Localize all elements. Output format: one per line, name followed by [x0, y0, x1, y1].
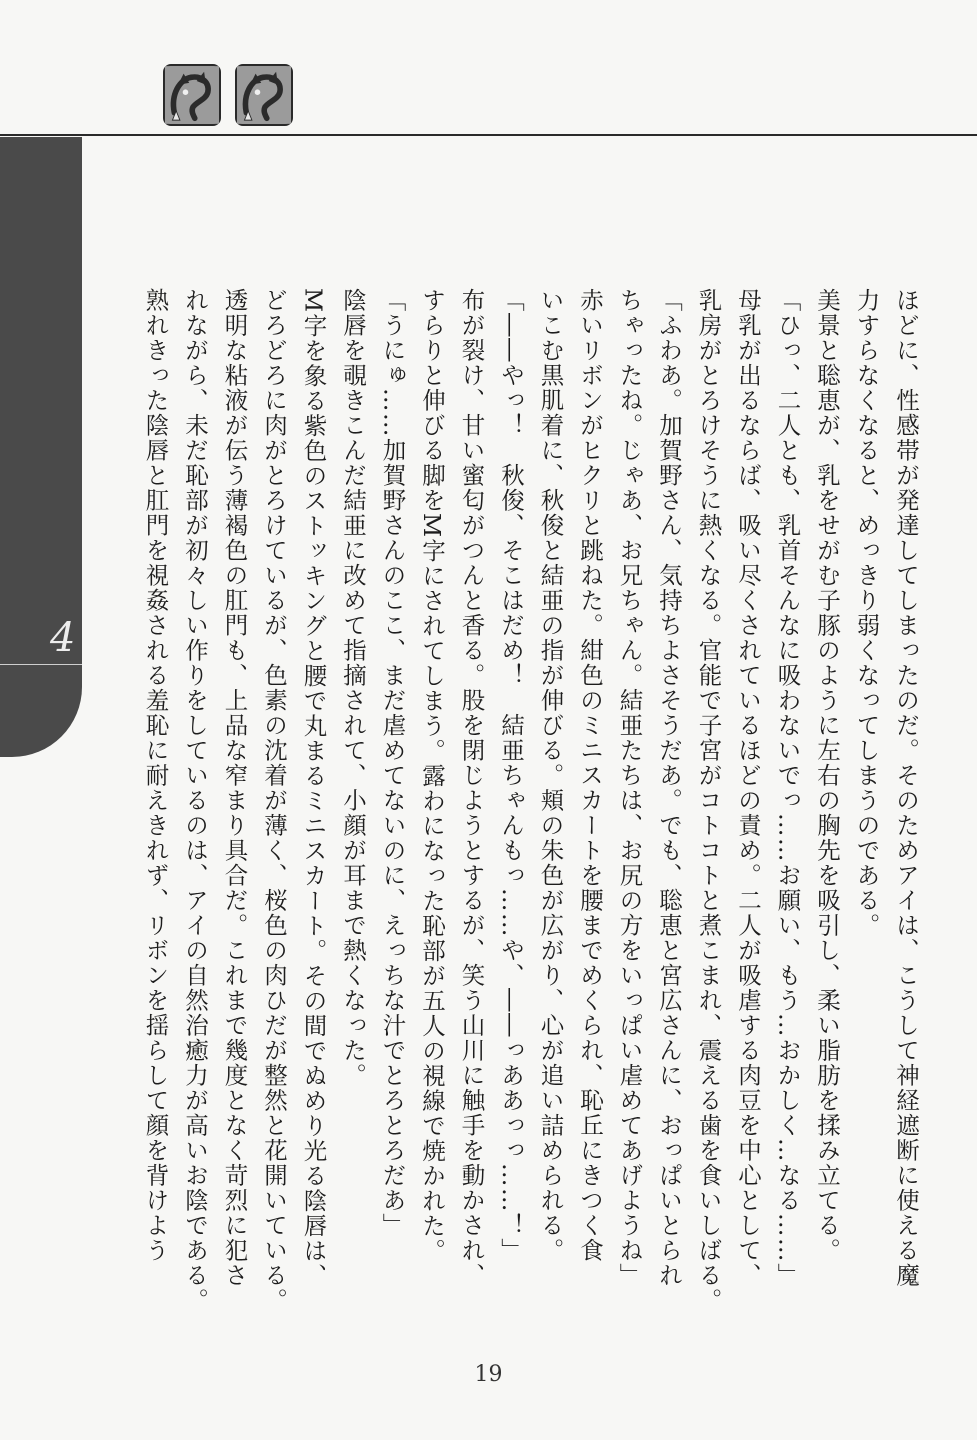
text-line: 「ひっ、二人とも、乳首そんなに吸わないでっ……お願い、もう…おかしく…なる……」 [773, 288, 802, 1288]
text-line: ほどに、性感帯が発達してしまったのだ。そのためアイは、こうして神経遮断に使える魔 [892, 288, 920, 1288]
text-line: 母乳が出るならば、吸い尽くされているほどの責め。二人が吸虐する肉豆を中心として、 [734, 288, 762, 1288]
text-line: 力すらなくなると、めっきり弱くなってしまうのである。 [852, 288, 881, 938]
text-line: 陰唇を覗きこんだ結亜に改めて指摘されて、小顔が耳まで熱くなった。 [339, 288, 367, 1088]
text-line: 赤いリボンがヒクリと跳ねた。紺色のミニスカートを腰までめくられ、恥丘にきつく食 [576, 288, 604, 1263]
text-line: れながら、未だ恥部が初々しい作りをしているのは、アイの自然治癒力が高いお陰である。 [181, 288, 209, 1313]
chapter-tab-rule [0, 664, 82, 665]
text-line: 透明な粘液が伝う薄褐色の肛門も、上品な窄まり具合だ。これまで幾度となく苛烈に犯さ [220, 288, 249, 1288]
vertical-body-text [141, 288, 925, 1318]
page-number: 19 [474, 1362, 503, 1387]
chapter-number: 4 [50, 615, 76, 661]
text-line: 熟れきった陰唇と肛門を視姦される羞恥に耐えきれず、リボンを揺らして顔を背けよう [141, 288, 170, 1263]
text-line: すらりと伸びる脚をM字にされてしまう。露わになった恥部が五人の視線で焼かれた。 [418, 288, 446, 1264]
text-line: 「――やっ！ 秋俊、そこはだめ！ 結亜ちゃんもっ……や、――っああっっ……！」 [497, 288, 525, 1263]
text-line: 布が裂け、甘い蜜匂がつんと香る。股を閉じようとするが、笑う山川に触手を動かされ、 [457, 288, 486, 1288]
text-line: 美景と聡恵が、乳をせがむ子豚のように左右の胸先を吸引し、柔い脂肪を揉み立てる。 [813, 288, 841, 1263]
text-line: M字を象る紫色のストッキングと腰で丸まるミニスカート。その間でぬめり光る陰唇は、 [299, 288, 328, 1289]
fox-question-icon-graphic [237, 66, 291, 124]
text-line: 「うにゅ……加賀野さんのここ、まだ虐めてないのに、えっちな汁でとろとろだあ」 [378, 288, 407, 1238]
fox-question-icon [235, 64, 293, 126]
text-line: ちゃったね。じゃあ、お兄ちゃん。結亜たちは、お尻の方をいっぱい虐めてあげようね」 [615, 288, 644, 1288]
fox-question-icon [163, 64, 221, 126]
text-line: 乳房がとろけそうに熱くなる。官能で子宮がコトコトと煮こまれ、震える歯を食いしばる。 [694, 288, 723, 1313]
header-rule [0, 134, 977, 136]
text-line: どろどろに肉がとろけているが、色素の沈着が薄く、桜色の肉ひだが整然と花開いている。 [260, 288, 288, 1313]
text-line: 「ふわあ。加賀野さん、気持ちよさそうだあ。でも、聡恵と宮広さんに、おっぱいとられ [655, 288, 683, 1288]
fox-question-icon-graphic [165, 66, 219, 124]
text-line: いこむ黒肌着に、秋俊と結亜の指が伸びる。頬の朱色が広がり、心が追い詰められる。 [536, 288, 565, 1263]
